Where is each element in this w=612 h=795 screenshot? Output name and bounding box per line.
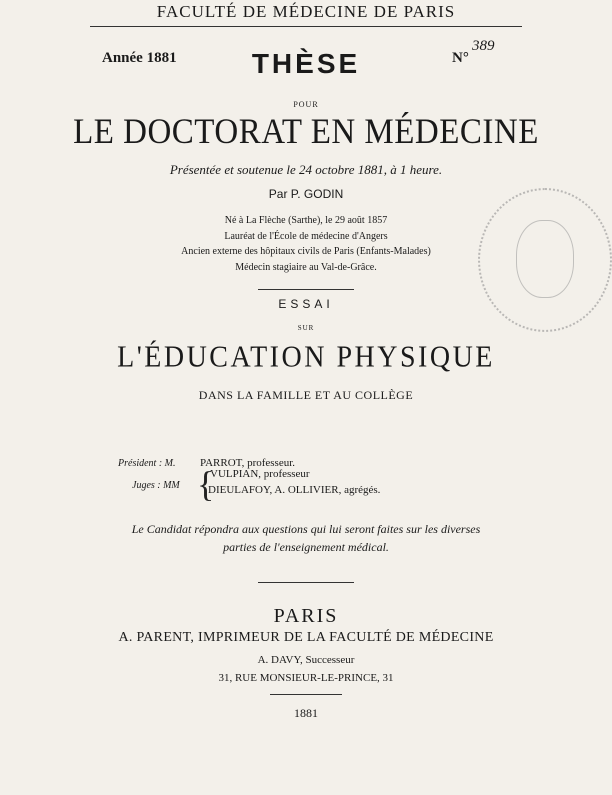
juges-label: Juges : MM xyxy=(132,480,180,491)
subject-subtitle: DANS LA FAMILLE ET AU COLLÈGE xyxy=(198,388,414,402)
author-detail-line: Médecin stagiaire au Val-de-Grâce. xyxy=(235,261,377,273)
president-name: PARROT, professeur. xyxy=(200,457,296,469)
year-label: Année 1881 xyxy=(102,50,177,66)
middle-rule xyxy=(258,289,354,290)
subject-title: L'ÉDUCATION PHYSIQUE xyxy=(117,340,495,375)
candidate-note-line: parties de l'enseignement médical. xyxy=(223,540,389,554)
presentation-date: Présentée et soutenue le 24 octobre 1881, à 1 heure. xyxy=(169,162,443,177)
library-stamp xyxy=(478,188,612,332)
number-label: N° xyxy=(452,50,469,66)
candidate-note xyxy=(0,520,612,556)
degree-title: LE DOCTORAT EN MÉDECINE xyxy=(73,112,539,152)
top-rule xyxy=(90,26,522,27)
jury-member: VULPIAN, professeur xyxy=(210,468,310,480)
handwritten-number: 389 xyxy=(472,38,495,54)
bottom-rule xyxy=(270,694,342,695)
jury-member: DIEULAFOY, A. OLLIVIER, agrégés. xyxy=(208,484,381,496)
imprint-year: 1881 xyxy=(294,706,318,720)
imprint-city: PARIS xyxy=(273,605,339,627)
pour-label: POUR xyxy=(293,100,319,109)
essai-label: ESSAI xyxy=(278,297,334,311)
lower-rule xyxy=(258,582,354,583)
president-label: Président : M. xyxy=(118,458,176,469)
jury-brace: { xyxy=(197,464,215,504)
author-line: Par P. GODIN xyxy=(268,187,344,201)
sur-label: SUR xyxy=(297,324,315,332)
author-detail-line: Ancien externe des hôpitaux civils de Paris (Enfants-Malades) xyxy=(181,246,431,257)
author-detail-line: Né à La Flèche (Sarthe), le 29 août 1857 xyxy=(224,215,388,226)
candidate-note-line: Le Candidat répondra aux questions qui lui seront faites sur les diverses xyxy=(131,522,481,536)
thesis-title: THÈSE xyxy=(251,48,361,79)
imprint-successor: A. DAVY, Successeur xyxy=(257,654,355,666)
imprint-printer: A. PARENT, IMPRIMEUR DE LA FACULTÉ DE MÉDECINE xyxy=(118,630,494,645)
imprint-address: 31, RUE MONSIEUR-LE-PRINCE, 31 xyxy=(218,672,394,684)
author-detail-line: Lauréat de l'École de médecine d'Angers xyxy=(224,230,388,242)
stamp-emblem xyxy=(516,220,574,298)
faculty-heading: FACULTÉ DE MÉDECINE DE PARIS xyxy=(156,2,456,21)
